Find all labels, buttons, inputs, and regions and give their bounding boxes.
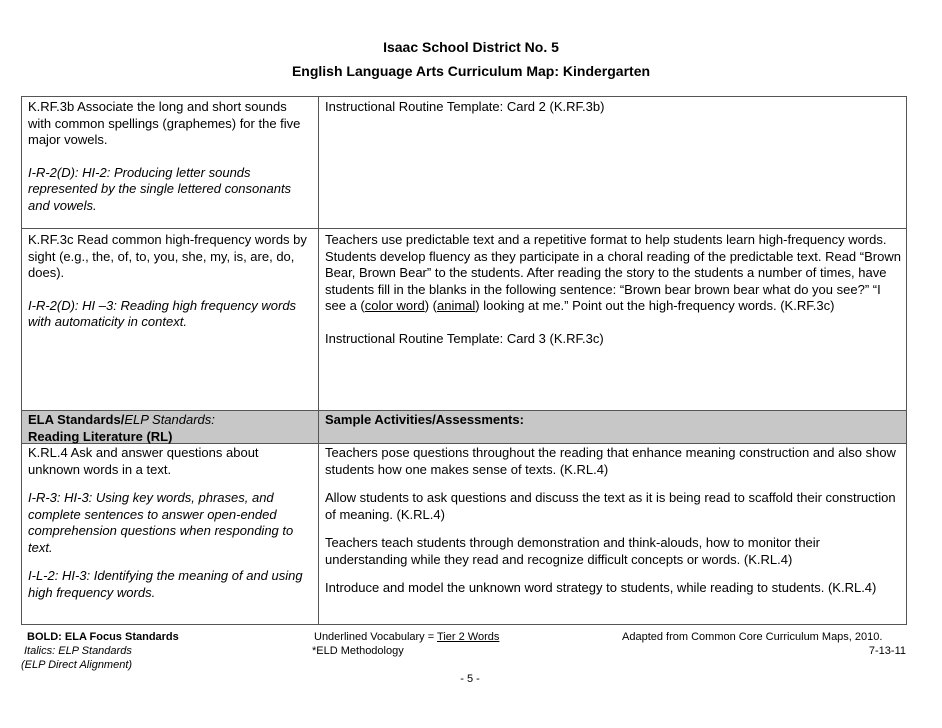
row1-ela-standard: K.RF.3b Associate the long and short sounds with common spellings (graphemes) for the five major vowels. [28, 99, 301, 147]
row2-activity-text [325, 232, 901, 315]
underline-legend [314, 630, 499, 644]
italic-legend: Italics: ELP Standards [24, 645, 132, 657]
row3-activity-2: Allow students to ask questions and discuss the text as it is being read to scaffold their construction of meaning. (K.RL.4) [325, 490, 896, 522]
adapted-from-note: Adapted from Common Core Curriculum Maps, 2010. [622, 631, 883, 643]
row2-activity-part-a: Teachers use predictable text and a repetitive format to help students learn high-frequency words. Students develop fluency as they participate in a choral reading of the predictable text. Read “Brown Bear, Brown Bear” to the students. After reading the story to the students a number of times, have students fill in the blanks in the following sentence: “Brown bear brown bear what do you see?” “I see a ( [325, 232, 901, 313]
row3-ela-standard: K.RL.4 Ask and answer questions about unknown words in a text. [28, 445, 259, 477]
row1-standards-cell [28, 99, 310, 214]
revision-date: 7-13-11 [868, 645, 906, 657]
row2-activity-part-b: ) ( [424, 298, 437, 313]
district-title: Isaac School District No. 5 [383, 39, 559, 55]
row2-ela-standard: K.RF.3c Read common high-frequency words by sight (e.g., the, of, to, you, she, my, is, are, do, does). [28, 232, 307, 280]
ela-standards-heading: ELA Standards/ [28, 412, 125, 427]
row3-activity-3: Teachers teach students through demonstration and think-alouds, how to monitor their understanding while they read and recognize difficult concepts or words. (K.RL.4) [325, 535, 821, 567]
row3-activity-4: Introduce and model the unknown word strategy to students, while reading to students. (K.RL.4) [325, 580, 877, 595]
curriculum-map-title: English Language Arts Curriculum Map: Kindergarten [291, 63, 651, 79]
page-number: - 5 - [460, 673, 480, 685]
row2-activities-cell [325, 232, 901, 347]
tier2-words-term: Tier 2 Words [437, 631, 500, 643]
row3-elp-standard-2: I-L-2: HI-3: Identifying the meaning of and using high frequency words. [28, 568, 303, 600]
row2-routine-template: Instructional Routine Template: Card 3 (K.RF.3c) [325, 330, 604, 346]
underline-legend-prefix: Underlined Vocabulary = [314, 631, 438, 643]
curriculum-table [21, 96, 907, 625]
row1-routine-template: Instructional Routine Template: Card 2 (K.RF.3b) [325, 99, 605, 114]
color-word-term: color word [364, 298, 425, 313]
row1-elp-standard: I-R-2(D): HI-2: Producing letter sounds represented by the single lettered consonants and vowels. [28, 164, 292, 213]
column-divider [318, 97, 319, 624]
sample-activities-heading: Sample Activities/Assessments: [325, 412, 524, 427]
elp-standards-heading: ELP Standards: [124, 412, 215, 427]
row3-standards-cell [28, 445, 310, 601]
row2-activity-part-c: ) looking at me.” Point out the high-frequency words. (K.RF.3c) [475, 298, 835, 313]
elp-direct-legend: (ELP Direct Alignment) [21, 659, 133, 671]
section-header-left [28, 412, 310, 445]
reading-literature-heading: Reading Literature (RL) [28, 428, 173, 444]
row3-elp-standard-1: I-R-3: HI-3: Using key words, phrases, and complete sentences to answer open-ended comprehension questions when responding to text. [28, 490, 294, 555]
row-divider-1 [22, 228, 906, 229]
row1-activities-cell [325, 99, 901, 116]
row3-activities-cell [325, 445, 901, 597]
bold-legend: BOLD: ELA Focus Standards [27, 631, 179, 643]
row-divider-2 [22, 410, 906, 411]
row3-activity-1: Teachers pose questions throughout the reading that enhance meaning construction and also show students how one makes sense of texts. (K.RL.4) [325, 445, 896, 477]
eld-methodology-legend: *ELD Methodology [312, 645, 404, 657]
animal-term: animal [437, 298, 476, 313]
row2-standards-cell [28, 232, 310, 331]
row2-elp-standard: I-R-2(D): HI –3: Reading high frequency words with automaticity in context. [28, 297, 297, 329]
